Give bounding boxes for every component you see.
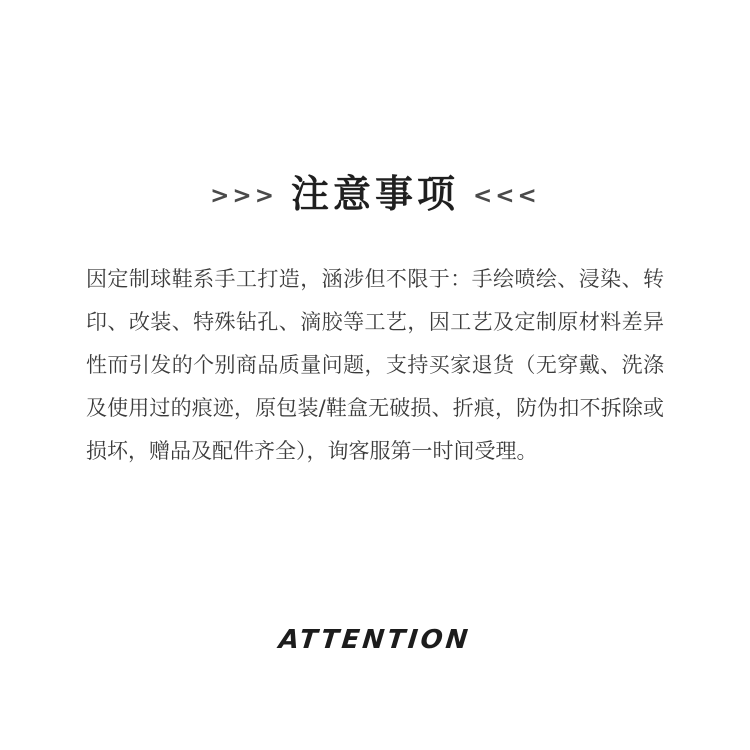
notice-paragraph: 因定制球鞋系手工打造，涵涉但不限于：手绘喷绘、浸染、转印、改装、特殊钻孔、滴胶等工艺，因工艺及定制原材料差异性而引发的个别商品质量问题，支持买家退货（无穿戴、洗涤及使用过的痕迹，原包装/鞋盒无破损、折痕，防伪扣不拆除或损坏，赠品及配件齐全），询客服第一时间受理。 (86, 267, 664, 463)
heading-block (0, 172, 750, 216)
right-chevron-icon: <<< (473, 182, 540, 209)
left-chevron-icon: >>> (210, 182, 277, 209)
footer-block (0, 625, 750, 655)
footer-wordmark: ATTENTION (277, 625, 473, 655)
page-title: 注意事项 (290, 172, 459, 216)
